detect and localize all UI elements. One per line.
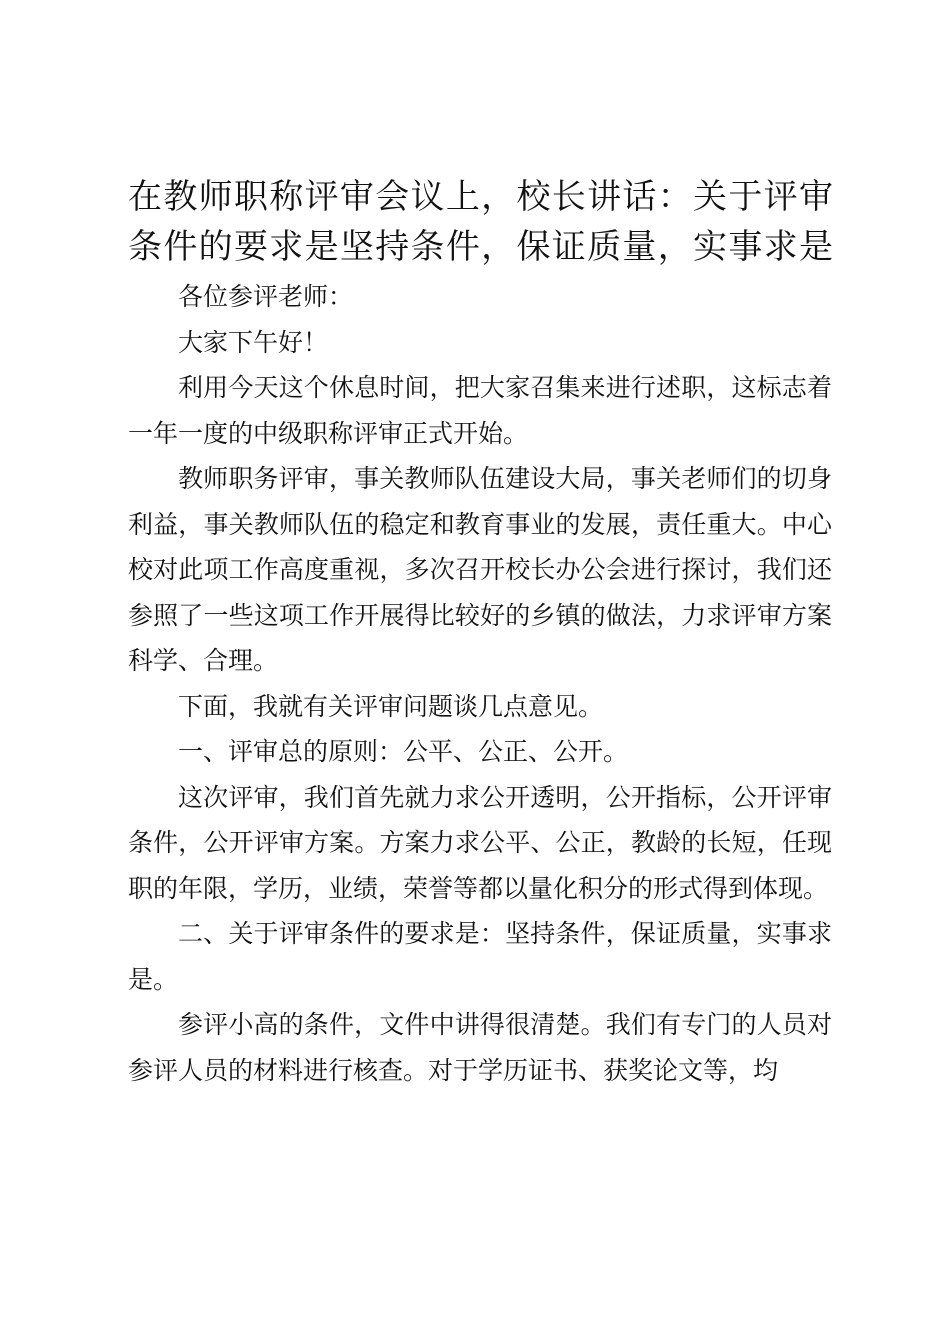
salutation: 各位参评老师： bbox=[178, 282, 354, 311]
title-line-2: 条件的要求是坚持条件，保证质量，实事求是 bbox=[128, 227, 833, 267]
paragraph-transparency: 这次评审，我们首先就力求公开透明，公开指标，公开评审条件，公开评审方案。方案力求公平、公正，教龄的长短，任现职的年限，学历，业绩，荣誉等都以量化积分的形式得到体现。 bbox=[128, 782, 832, 903]
paragraph-opening: 利用今天这个休息时间，把大家召集来进行述职，这标志着一年一度的中级职称评审正式开始。 bbox=[128, 373, 832, 448]
title-line-1: 在教师职称评审会议上，校长讲话：关于评审 bbox=[128, 177, 833, 217]
section-heading-1: 一、评审总的原则：公平、公正、公开。 bbox=[178, 737, 629, 766]
paragraph-importance: 教师职务评审，事关教师队伍建设大局，事关老师们的切身利益，事关教师队伍的稳定和教育事业的发展，责任重大。中心校对此项工作高度重视，多次召开校长办公会进行探讨，我们还参照了一些这项工作开展得比较好的乡镇的做法，力求评审方案科学、合理。 bbox=[128, 464, 832, 675]
paragraph-conditions: 参评小高的条件，文件中讲得很清楚。我们有专门的人员对参评人员的材料进行核查。对于学历证书、获奖论文等，均 bbox=[128, 1010, 832, 1085]
greeting: 大家下午好！ bbox=[178, 327, 329, 357]
section-heading-2: 二、关于评审条件的要求是：坚持条件，保证质量，实事求是。 bbox=[128, 919, 832, 994]
document-body bbox=[128, 274, 832, 1093]
paragraph-intro-opinions: 下面，我就有关评审问题谈几点意见。 bbox=[178, 691, 604, 721]
document-title bbox=[128, 172, 833, 272]
